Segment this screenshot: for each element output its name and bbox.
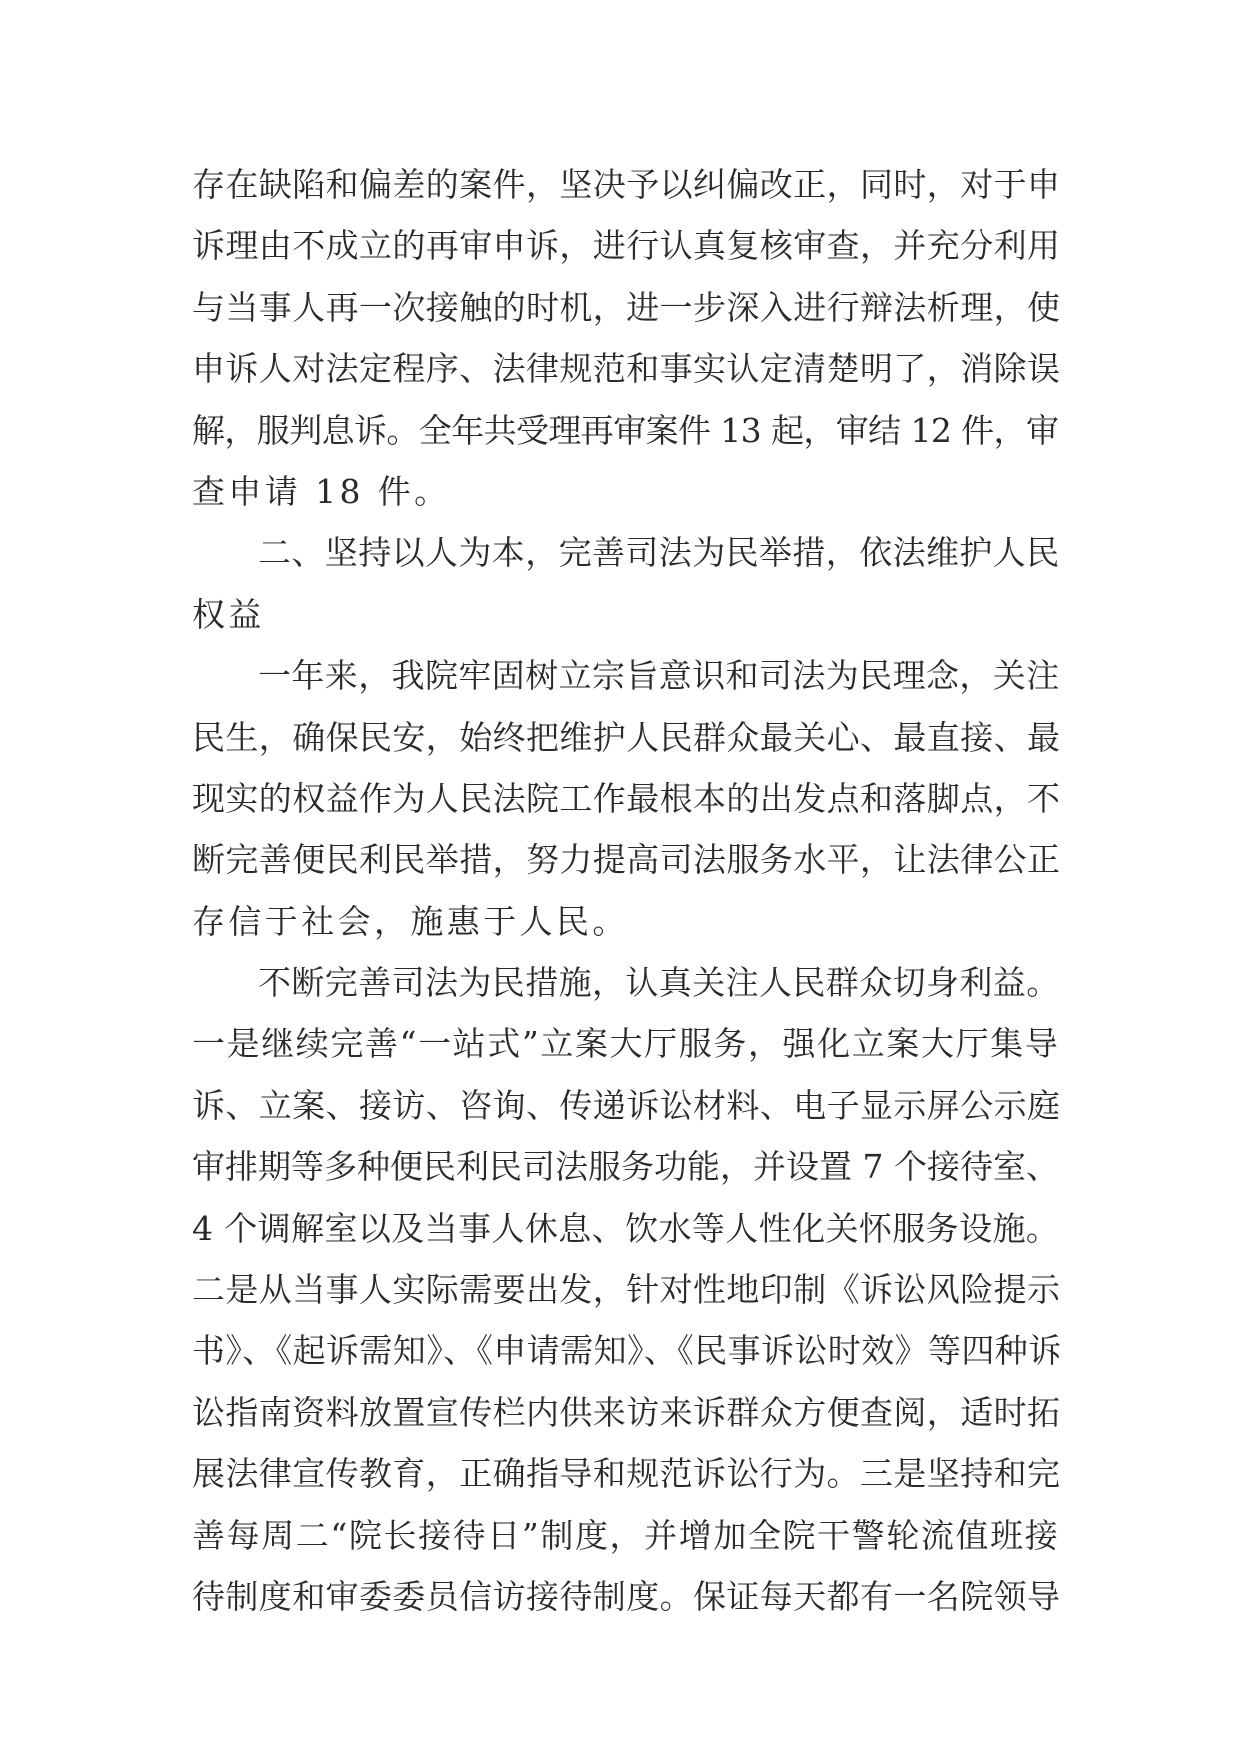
document-line: 待制度和审委委员信访接待制度。保证每天都有一名院领导 [192, 1576, 1061, 1616]
document-line: 现实的权益作为人民法院工作最根本的出发点和落脚点，不 [192, 778, 1061, 818]
document-line: 诉、立案、接访、咨询、传递诉讼材料、电子显示屏公示庭 [192, 1085, 1061, 1125]
document-line: 诉理由不成立的再审申诉，进行认真复核审查，并充分利用 [192, 226, 1061, 266]
document-line: 一年来，我院牢固树立宗旨意识和司法为民理念，关注 [258, 656, 1060, 696]
document-line: 4 个调解室以及当事人休息、饮水等人性化关怀服务设施。 [192, 1208, 1060, 1248]
document-line: 民生，确保民安，始终把维护人民群众最关心、最直接、最 [192, 717, 1061, 757]
document-line: 二、坚持以人为本，完善司法为民举措，依法维护人民 [258, 533, 1060, 573]
document-line: 申诉人对法定程序、法律规范和事实认定清楚明了，消除误 [192, 349, 1061, 389]
document-line: 一是继续完善“一站式”立案大厅服务，强化立案大厅集导 [192, 1024, 1060, 1064]
document-line: 讼指南资料放置宣传栏内供来访来诉群众方便查阅，适时拓 [192, 1392, 1061, 1432]
document-line: 查申请 18 件。 [192, 471, 451, 511]
document-line: 解，服判息诉。全年共受理再审案件 13 起，审结 12 件，审 [192, 410, 1059, 450]
document-line: 审排期等多种便民利民司法服务功能，并设置 7 个接待室、 [192, 1147, 1059, 1187]
document-line: 权益 [192, 594, 265, 634]
document-line: 与当事人再一次接触的时机，进一步深入进行辩法析理，使 [192, 287, 1061, 327]
document-line: 书》、《起诉需知》、《申请需知》、《民事诉讼时效》等四种诉 [192, 1331, 1062, 1371]
document-line: 展法律宣传教育，正确指导和规范诉讼行为。三是坚持和完 [192, 1454, 1061, 1494]
document-line: 不断完善司法为民措施，认真关注人民群众切身利益。 [258, 963, 1060, 1003]
document-line: 二是从当事人实际需要出发，针对性地印制《诉讼风险提示 [192, 1270, 1061, 1310]
document-line: 存在缺陷和偏差的案件，坚决予以纠偏改正，同时，对于申 [192, 165, 1061, 204]
document-line: 断完善便民利民举措，努力提高司法服务水平，让法律公正 [192, 840, 1061, 880]
document-line: 存信于社会，施惠于人民。 [192, 901, 629, 941]
document-line: 善每周二“院长接待日”制度，并增加全院干警轮流值班接 [192, 1515, 1060, 1555]
document-body [192, 154, 1062, 1627]
